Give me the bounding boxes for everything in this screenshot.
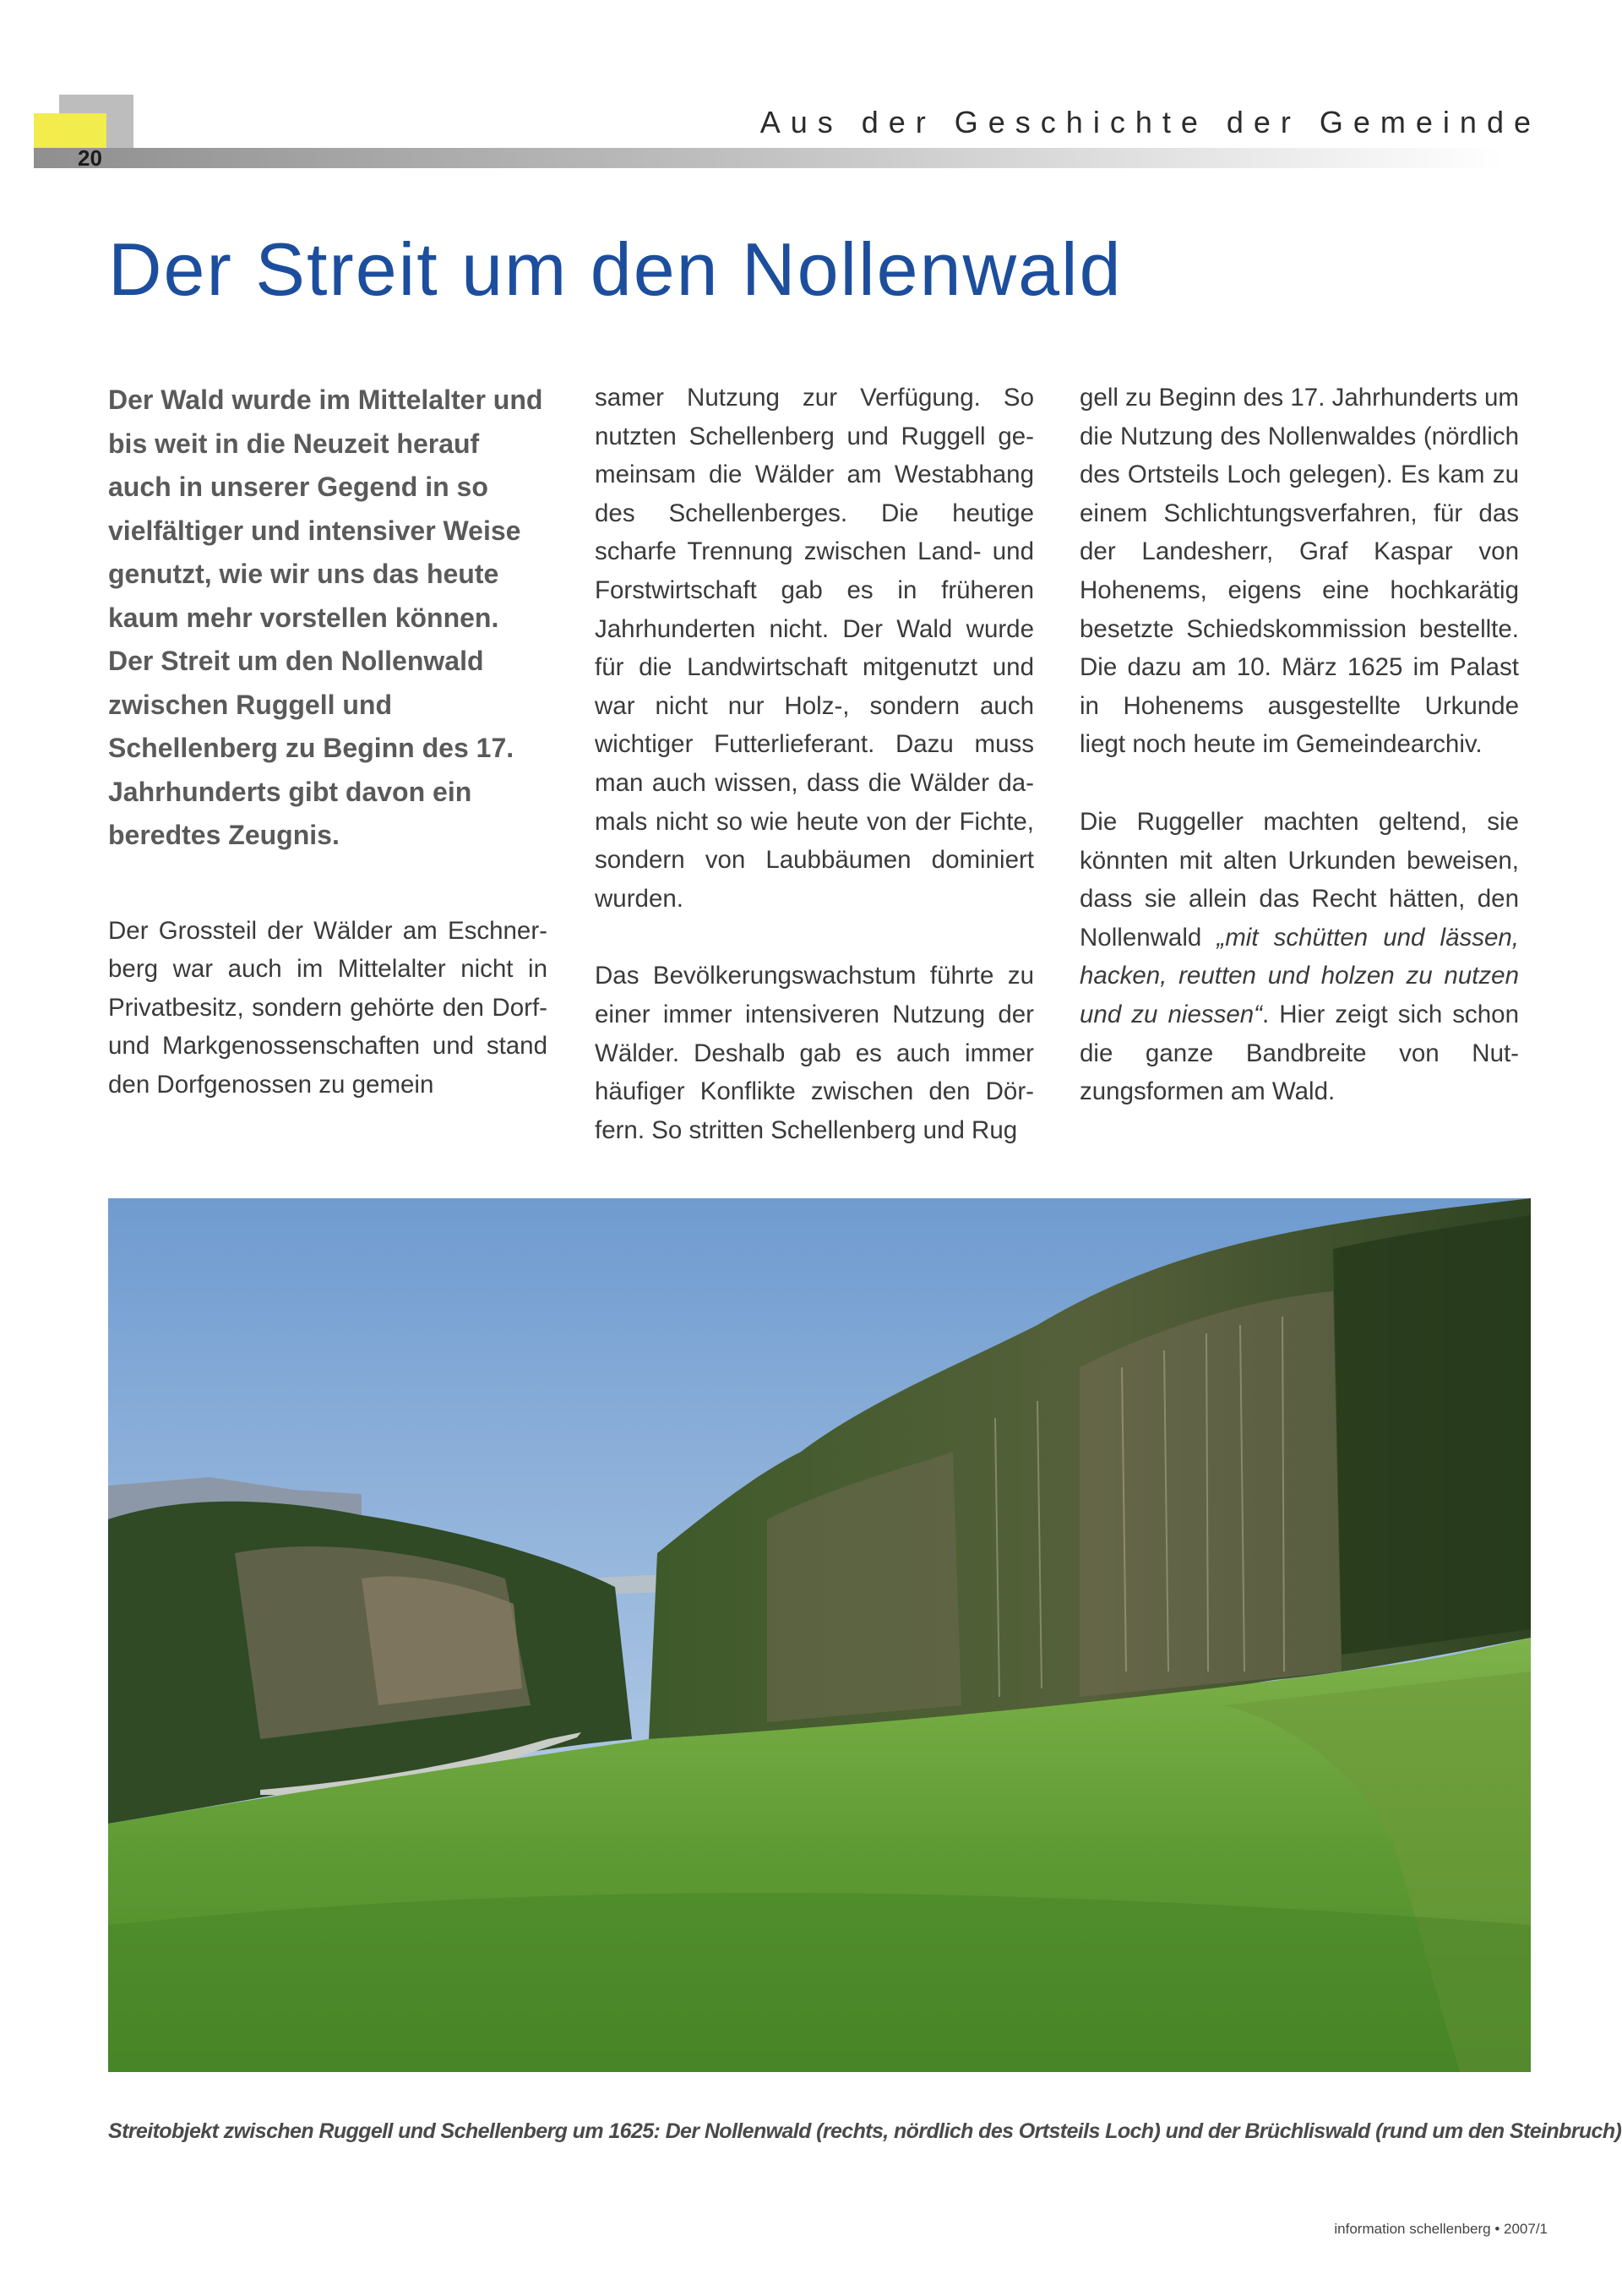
article-column-3 [1080,379,1519,1111]
body-text: . Hier zeigt sich schon die ganze Bandbreite von Nutzungsformen am Wald. [1080,1000,1519,1106]
landscape-photo [108,1198,1531,2072]
body-paragraph: Das Bevölkerungswachstum führte zu einer immer intensiveren Nutzung der Wälder. Deshalb gab es auch immer häufiger Konflikte zwischen den Dörfern. So stritten Schellenberg und Rug [595,962,1034,1144]
section-title: Aus der Geschichte der Gemeinde [759,105,1541,139]
article-column-2 [595,379,1034,1149]
body-paragraph [1080,803,1519,1111]
body-text: Die Ruggeller machten geltend, sie könnten mit alten Urkunden beweisen, dass sie allein das Recht hätten, den Nollenwald [1080,807,1519,952]
header-gradient-bar [34,148,1504,168]
article-headline: Der Streit um den Nollenwald [108,227,1123,311]
body-paragraph: samer Nutzung zur Verfügung. So nutzten Schellenberg und Ruggell gemeinsam die Wälder am Westabhang des Schellenberges. Die heutige scharfe Trennung zwischen Land- und Forstwirtschaft gab es in früheren Jahrhunderten nicht. Der Wald wurde für die Landwirtschaft mitgenutzt und war nicht nur Holz-, sondern auch wichtiger Futterlieferant. Dazu muss man auch wissen, dass die Wälder damals nicht so wie heute von der Fichte, sondern von Laubbäumen dominiert wurden. [595,384,1034,913]
historic-quote: „mit schütten und lässen, hacken, reutten und holzen zu nutzen und zu niessen“ [1080,923,1519,1028]
footer-publication: information schellenberg • 2007/1 [1334,2221,1548,2237]
body-paragraph: Der Grossteil der Wälder am Eschnerberg war auch im Mittelalter nicht in Privatbesitz, sondern gehörte den Dorf- und Markgenossenschaften und stand den Dorfgenossen zu gemein [108,916,547,1099]
article-column-1 [108,379,547,1104]
page-number: 20 [78,145,102,171]
photo-caption: Streitobjekt zwischen Ruggell und Schellenberg um 1625: Der Nollenwald (rechts, nördlich des Ortsteils Loch) und der Brüchliswald (rund um den Steinbruch) [108,2119,1622,2143]
lead-paragraph: Der Wald wurde im Mittelalter und bis weit in die Neuzeit herauf auch in unserer Gegend in so vielfältiger und intensiver Weise genutzt, wie wir uns das heute kaum mehr vorstellen können. Der Streit um den Nollenwald zwischen Ruggell und Schellenberg zu Beginn des 17. Jahrhunderts gibt davon ein beredtes Zeugnis. [108,384,543,850]
body-paragraph: gell zu Beginn des 17. Jahrhunderts um die Nutzung des Nollenwaldes (nördlich des Ortsteils Loch gelegen). Es kam zu einem Schlichtungsverfahren, für das der Landesherr, Graf Kaspar von Hohenems, eigens eine hochkarätig besetzte Schiedskommission bestellte. Die dazu am 10. März 1625 im Palast in Hohenems ausgestellte Urkunde liegt noch heute im Gemeindearchiv. [1080,384,1519,759]
